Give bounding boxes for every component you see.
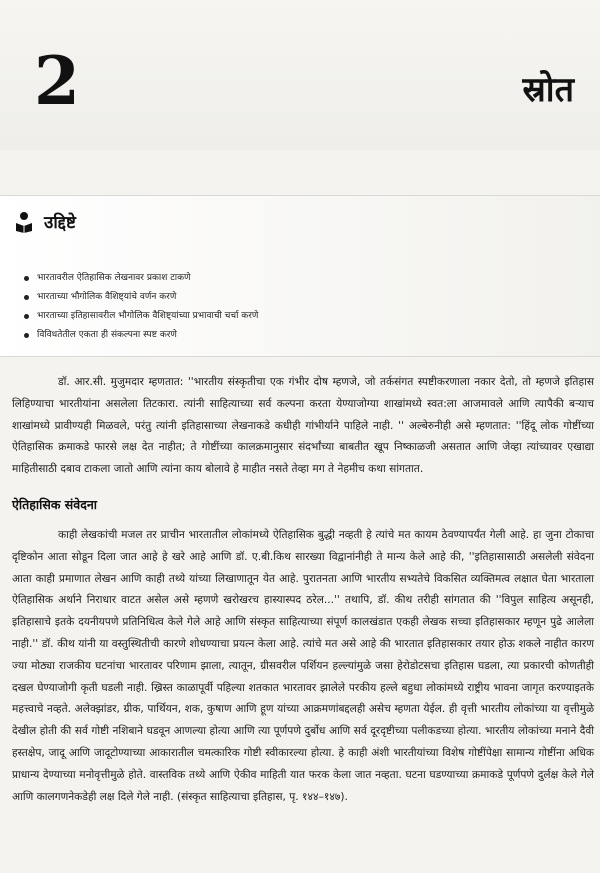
- objectives-header: [14, 210, 76, 233]
- chapter-number: 2: [34, 42, 80, 120]
- objective-item: [24, 288, 258, 307]
- bullet-icon: [24, 333, 29, 338]
- objective-text: भारताच्या भौगोलिक वैशिष्ट्यांचे वर्णन करणे: [37, 292, 177, 302]
- objective-text: भारतावरील ऐतिहासिक लेखनावर प्रकाश टाकणे: [37, 273, 191, 283]
- objective-text: विविधतेतील एकता ही संकल्पना स्पष्ट करणे: [37, 330, 177, 340]
- objectives-list: [24, 269, 258, 345]
- objectives-box: [0, 195, 600, 357]
- objective-text: भारताच्या इतिहासावरील भौगोलिक वैशिष्ट्यांच्या प्रभावाची चर्चा करणे: [37, 311, 259, 321]
- objectives-title: उद्दिष्टे: [44, 213, 76, 233]
- body-paragraph: काही लेखकांची मजल तर प्राचीन भारतातील लोकांमध्ये ऐतिहासिक बुद्धी नव्हती हे त्यांचे मत कायम ठेवण्यापर्यंत गेली आहे. हा जुना टोकाचा दृष्टिकोन आता सोडून दिला जात आहे हे खरे आहे आणि डॉ. ए.बी.किथ सारख्या विद्वानांनीही ते मान्य केले आहे की, ''इतिहासासाठी असलेली संवेदना आता काही प्रमाणात लेखन आणि काही तथ्ये यांच्या लिखाणातून येत आहे. पुरातनता आणि भारतीय सभ्यतेचे विकसित व्यक्तिमत्व लक्षात घेता भारताला ऐतिहासिक अर्थाने निराधार वाटत असेल असे म्हणणे खरोखरच हास्यास्पद ठरेल...'' तथापि, डॉ. कीथ तरीही सांगतात की ''विपुल साहित्य असूनही, इतिहासाचे इतके दयनीयपणे प्रतिनिधित्व केले गेले आहे आणि संस्कृत साहित्याच्या संपूर्ण कालखंडात एकही लेखक सच्चा इतिहासकार म्हणून पुढे आलेला नाही.'' डॉ. कीथ यांनी या वस्तुस्थितीची कारणे शोधण्याचा प्रयत्न केला आहे. त्यांचे मत असे आहे की भारतात इतिहासकार तयार होऊ शकले नाहीत कारण ज्या मोठ्या राजकीय घटनांचा भारतावर परिणाम झाला, त्यातून, ग्रीसवरील पर्शियन हल्ल्यांमुळे जसा हेरोडोटसचा इतिहास घडला, त्या प्रकारची कोणतीही दखल घेण्याजोगी कृती घडली नाही. ख्रिस्त काळापूर्वी पहिल्या शतकात भारतावर झालेले परकीय हल्ले बहुधा लोकांमध्ये राष्ट्रीय भावना जागृत करण्याइतके महत्त्वाचे नव्हते. अलेक्झांडर, ग्रीक, पार्थियन, शक, कुषाण आणि हूण यांच्या आक्रमणांबद्दलही असेच म्हणता येईल. ही वृत्ती भारतीय लोकांच्या या वृत्तीमुळे देखील होती की सर्व गोष्टी नशिबाने घडवून आणल्या होत्या आणि त्या पूर्णपणे दुर्बोध आणि सर्व दूरदृष्टीच्या पलीकडच्या होत्या. भारतीय लोकांच्या मनाने दैवी हस्तक्षेप, जादू आणि जादूटोण्याच्या आकारातील चमत्कारिक गोष्टी स्वीकारल्या होत्या. हे काही अंशी भारतीयांच्या विशेष गोष्टींपेक्षा सामान्य गोष्टींना अधिक प्राधान्य देण्याच्या मनोवृत्तीमुळे होते. वास्तविक तथ्ये आणि ऐकीव माहिती यात फरक केला जात नव्हता. घटना घडण्याच्या क्रमाकडे पूर्णपणे दुर्लक्ष केले गेले आणि कालगणनेकडेही लक्ष दिले गेले नाही. (संस्कृत साहित्याचा इतिहास, पृ. १४४–१४७).: [12, 529, 594, 803]
- objective-item: [24, 307, 258, 326]
- section-heading: ऐतिहासिक संवेदना: [12, 497, 98, 512]
- chapter-header: [0, 0, 600, 150]
- bullet-icon: [24, 295, 29, 300]
- objective-item: [24, 269, 258, 288]
- bullet-icon: [24, 314, 29, 319]
- bullet-icon: [24, 276, 29, 281]
- intro-paragraph: डॉ. आर.सी. मुजुमदार म्हणतात: ''भारतीय संस्कृतीचा एक गंभीर दोष म्हणजे, जो तर्कसंगत स्पष्टीकरणाला नकार देतो, तो म्हणजे इतिहास लिहिण्याचा भारतीयांना असलेला तिटकारा. त्यांनी साहित्याच्या सर्व कल्पना करता येण्याजोग्या शाखांमध्ये स्वत:ला आजमावले आणि त्यापैकी बऱ्याच शाखांमध्ये प्रावीण्यही मिळवले, परंतु त्यांनी इतिहासाच्या लेखनाकडे कधीही गांभीर्याने पाहिले नाही. '' अल्बेरुनीही असे म्हणतात: ''हिंदू लोक गोष्टींच्या ऐतिहासिक क्रमाकडे फारसे लक्ष देत नाहीत; ते गोष्टींच्या कालक्रमानुसार संदर्भांच्या बाबतीत खूप निष्काळजी असतात आणि जेव्हा त्यांच्यावर एखाद्या माहितीसाठी दबाव टाकला जातो आणि त्यांना काय बोलावे हे माहीत नसते तेव्हा मग ते नेहमीच कथा सांगतात.: [12, 376, 594, 476]
- chapter-title: स्रोत: [522, 70, 574, 110]
- objective-item: [24, 326, 258, 345]
- reading-person-icon: [14, 211, 34, 233]
